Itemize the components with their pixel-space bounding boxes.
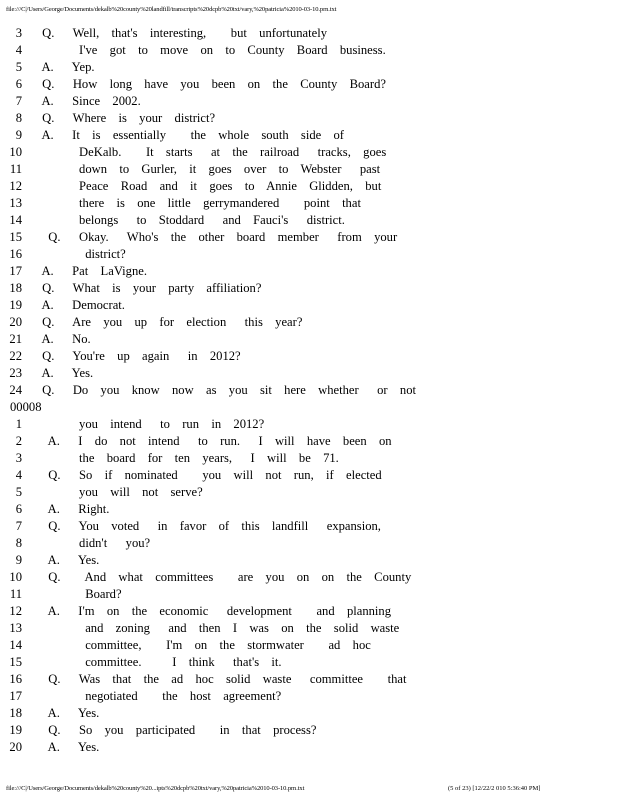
transcript-line: [0, 433, 618, 450]
transcript-line: [0, 535, 618, 552]
transcript-line: [0, 331, 618, 348]
page-number: 00008: [10, 400, 42, 414]
line-number: 12: [9, 179, 22, 193]
transcript-page: [0, 25, 618, 756]
line-number: 20: [9, 315, 22, 329]
line-number: 8: [15, 111, 22, 125]
line-text: there is one little gerrymandered point that: [36, 196, 361, 210]
line-number: 2: [15, 434, 22, 448]
line-text: you will not serve?: [36, 485, 203, 499]
line-text: A. Yes.: [36, 740, 100, 754]
transcript-line: [0, 603, 618, 620]
line-text: A. No.: [36, 332, 91, 346]
line-number: 8: [15, 536, 22, 550]
file-path-header: file:///C|/Users/George/Documents/dekalb%20county%20landfill/transcripts%20dcpb%20txt/vary,%20patricia%2010-03-10.prn.txt: [6, 6, 337, 13]
line-number: 5: [15, 485, 22, 499]
line-text: Q. So you participated in that process?: [36, 723, 317, 737]
transcript-line: [0, 552, 618, 569]
line-text: Q. So if nominated you will not run, if elected: [36, 468, 382, 482]
transcript-line: [0, 688, 618, 705]
line-text: A. Yep.: [36, 60, 95, 74]
line-number: 17: [9, 264, 22, 278]
line-text: A. Right.: [36, 502, 110, 516]
transcript-line: [0, 586, 618, 603]
line-text: A. Democrat.: [36, 298, 125, 312]
line-text: Q. You voted in favor of this landfill expansion,: [36, 519, 381, 533]
transcript-line: [0, 195, 618, 212]
transcript-line: [0, 127, 618, 144]
line-number: 18: [9, 281, 22, 295]
line-text: belongs to Stoddard and Fauci's district.: [36, 213, 345, 227]
line-number: 3: [15, 26, 22, 40]
page-number-line: [0, 399, 618, 416]
line-number: 10: [9, 570, 22, 584]
transcript-line: [0, 314, 618, 331]
transcript-line: [0, 42, 618, 59]
line-text: down to Gurler, it goes over to Webster past: [36, 162, 381, 176]
transcript-line: [0, 739, 618, 756]
transcript-line: [0, 365, 618, 382]
line-number: 23: [9, 366, 22, 380]
line-text: Q. Are you up for election this year?: [36, 315, 303, 329]
line-number: 7: [15, 519, 22, 533]
line-text: A. I'm on the economic development and planning: [36, 604, 392, 618]
line-text: committee. I think that's it.: [36, 655, 282, 669]
line-text: district?: [36, 247, 126, 261]
transcript-line: [0, 212, 618, 229]
transcript-line: [0, 620, 618, 637]
line-text: Q. And what committees are you on on the County: [36, 570, 412, 584]
line-number: 6: [15, 77, 22, 91]
transcript-line: [0, 144, 618, 161]
line-text: Q. Well, that's interesting, but unfortunately: [36, 26, 328, 40]
transcript-line: [0, 246, 618, 263]
line-number: 15: [9, 655, 22, 669]
line-text: you intend to run in 2012?: [36, 417, 265, 431]
transcript-line: [0, 382, 618, 399]
line-text: Q. Where is your district?: [36, 111, 216, 125]
transcript-line: [0, 467, 618, 484]
line-number: 13: [9, 196, 22, 210]
line-text: negotiated the host agreement?: [36, 689, 282, 703]
line-number: 22: [9, 349, 22, 363]
transcript-line: [0, 161, 618, 178]
line-text: Q. You're up again in 2012?: [36, 349, 241, 363]
transcript-line: [0, 229, 618, 246]
line-text: Q. Was that the ad hoc solid waste committee that: [36, 672, 407, 686]
line-number: 7: [15, 94, 22, 108]
transcript-line: [0, 671, 618, 688]
line-number: 11: [9, 162, 22, 176]
transcript-line: [0, 569, 618, 586]
line-text: A. Yes.: [36, 366, 94, 380]
transcript-line: [0, 110, 618, 127]
transcript-line: [0, 25, 618, 42]
line-number: 19: [9, 298, 22, 312]
line-number: 17: [9, 689, 22, 703]
line-number: 14: [9, 213, 22, 227]
line-text: DeKalb. It starts at the railroad tracks, goes: [36, 145, 387, 159]
transcript-line: [0, 263, 618, 280]
transcript-line: [0, 722, 618, 739]
line-number: 4: [15, 43, 22, 57]
transcript-line: [0, 637, 618, 654]
line-text: A. Pat LaVigne.: [36, 264, 147, 278]
transcript-line: [0, 178, 618, 195]
line-text: A. Yes.: [36, 553, 100, 567]
transcript-line: [0, 416, 618, 433]
line-number: 18: [9, 706, 22, 720]
line-text: Peace Road and it goes to Annie Glidden, but: [36, 179, 382, 193]
line-number: 4: [15, 468, 22, 482]
transcript-line: [0, 93, 618, 110]
line-number: 12: [9, 604, 22, 618]
line-text: A. Since 2002.: [36, 94, 141, 108]
line-text: A. Yes.: [36, 706, 100, 720]
page-count-footer: (5 of 23) [12/22/2 010 5:36:40 PM]: [448, 785, 541, 792]
line-text: A. It is essentially the whole south side of: [36, 128, 345, 142]
line-number: 15: [9, 230, 22, 244]
line-number: 9: [15, 128, 22, 142]
line-text: and zoning and then I was on the solid waste: [36, 621, 400, 635]
line-number: 11: [9, 587, 22, 601]
line-number: 20: [9, 740, 22, 754]
transcript-line: [0, 654, 618, 671]
transcript-line: [0, 76, 618, 93]
line-number: 5: [15, 60, 22, 74]
line-text: Q. How long have you been on the County Board?: [36, 77, 386, 91]
line-text: Board?: [36, 587, 122, 601]
line-number: 16: [9, 247, 22, 261]
line-number: 10: [9, 145, 22, 159]
transcript-line: [0, 59, 618, 76]
line-number: 21: [9, 332, 22, 346]
line-text: Q. What is your party affiliation?: [36, 281, 262, 295]
transcript-line: [0, 348, 618, 365]
line-text: the board for ten years, I will be 71.: [36, 451, 339, 465]
transcript-line: [0, 501, 618, 518]
transcript-line: [0, 705, 618, 722]
line-text: committee, I'm on the stormwater ad hoc: [36, 638, 371, 652]
transcript-line: [0, 280, 618, 297]
transcript-line: [0, 450, 618, 467]
line-number: 13: [9, 621, 22, 635]
line-number: 16: [9, 672, 22, 686]
line-text: didn't you?: [36, 536, 151, 550]
line-number: 19: [9, 723, 22, 737]
line-number: 14: [9, 638, 22, 652]
line-number: 6: [15, 502, 22, 516]
line-number: 24: [9, 383, 22, 397]
transcript-line: [0, 518, 618, 535]
transcript-line: [0, 484, 618, 501]
line-number: 3: [15, 451, 22, 465]
transcript-line: [0, 297, 618, 314]
file-path-footer: file:///C|/Users/George/Documents/dekalb%20county%20...ipts%20dcpb%20txt/vary,%20patricia%2010-03-10.prn.txt: [6, 785, 305, 792]
line-number: 1: [15, 417, 22, 431]
line-text: Q. Okay. Who's the other board member from your: [36, 230, 398, 244]
line-text: A. I do not intend to run. I will have been on: [36, 434, 392, 448]
line-text: Q. Do you know now as you sit here whether or not: [36, 383, 417, 397]
line-number: 9: [15, 553, 22, 567]
line-text: I've got to move on to County Board business.: [36, 43, 386, 57]
